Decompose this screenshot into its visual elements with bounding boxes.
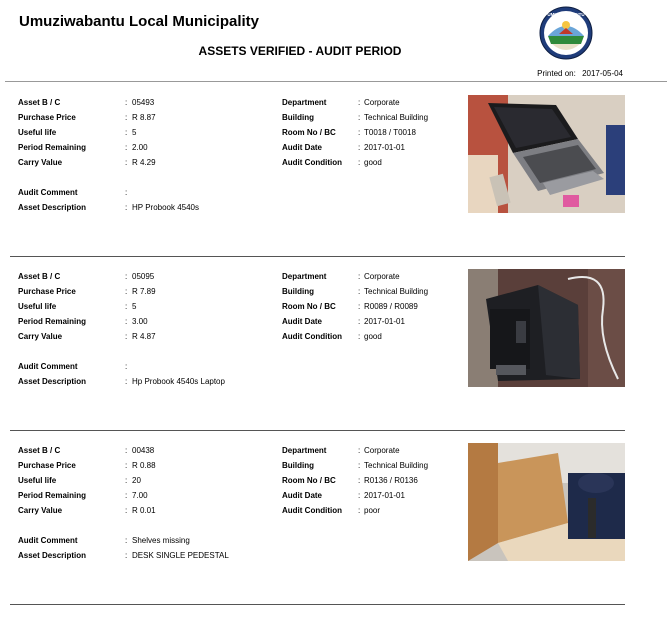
asset-description-label: Asset Description (18, 377, 87, 386)
department-label: Department (282, 446, 327, 455)
useful-life-label: Useful life (18, 302, 57, 311)
record-divider (10, 256, 625, 257)
audit-date-label: Audit Date (282, 491, 322, 500)
report-title: ASSETS VERIFIED - AUDIT PERIOD (198, 44, 402, 58)
useful-life-value: 5 (132, 128, 137, 137)
audit-condition-value: good (364, 332, 382, 341)
audit-condition-label: Audit Condition (282, 506, 342, 515)
purchase-price-value: R 7.89 (132, 287, 156, 296)
department-value: Corporate (364, 98, 400, 107)
asset-photo-laptop (468, 95, 625, 213)
audit-comment-label: Audit Comment (18, 536, 78, 545)
audit-date-label: Audit Date (282, 317, 322, 326)
record-divider (10, 430, 625, 431)
audit-date-value: 2017-01-01 (364, 143, 405, 152)
room-bc-label: Room No / BC (282, 128, 336, 137)
audit-date-value: 2017-01-01 (364, 317, 405, 326)
header-divider (5, 81, 667, 82)
period-remaining-label: Period Remaining (18, 317, 87, 326)
audit-comment-label: Audit Comment (18, 362, 78, 371)
purchase-price-value: R 8.87 (132, 113, 156, 122)
department-value: Corporate (364, 272, 400, 281)
printed-label: Printed on: (537, 69, 576, 78)
carry-value-value: R 4.29 (132, 158, 156, 167)
useful-life-value: 20 (132, 476, 141, 485)
department-label: Department (282, 272, 327, 281)
asset-photo-desk (468, 443, 625, 561)
period-remaining-value: 7.00 (132, 491, 148, 500)
municipality-logo-icon (539, 6, 593, 60)
carry-value-label: Carry Value (18, 506, 63, 515)
printed-value: 2017-05-04 (582, 69, 623, 78)
svg-text:UMUZIWABANTU: UMUZIWABANTU (547, 12, 585, 17)
asset-record: Asset B / C : 05493 Department : Corporate Purchase Price : R 8.87 Building : Technical Building Useful life : 5 Room No / BC : T0018 / T0018 Period Remaining : 2.00 Audit Date : 2017-01-01 Carry Value : R 4.29 Audit Condition : good Audit Comment : Asset Description : HP Probook 4540s (0, 95, 671, 269)
carry-value-value: R 0.01 (132, 506, 156, 515)
room-bc-label: Room No / BC (282, 476, 336, 485)
carry-value-label: Carry Value (18, 158, 63, 167)
department-label: Department (282, 98, 327, 107)
purchase-price-label: Purchase Price (18, 287, 76, 296)
useful-life-label: Useful life (18, 476, 57, 485)
audit-date-label: Audit Date (282, 143, 322, 152)
purchase-price-value: R 0.88 (132, 461, 156, 470)
asset-bc-label: Asset B / C (18, 446, 61, 455)
audit-condition-label: Audit Condition (282, 332, 342, 341)
asset-bc-value: 05095 (132, 272, 155, 281)
asset-record: Asset B / C : 05095 Department : Corporate Purchase Price : R 7.89 Building : Technical Building Useful life : 5 Room No / BC : R0089 / R0089 Period Remaining : 3.00 Audit Date : 2017-01-01 Carry Value : R 4.87 Audit Condition : good Audit Comment : Asset Description : Hp Probook 4540s Laptop (0, 269, 671, 443)
period-remaining-value: 3.00 (132, 317, 148, 326)
asset-bc-value: 05493 (132, 98, 155, 107)
asset-bc-label: Asset B / C (18, 98, 61, 107)
useful-life-label: Useful life (18, 128, 57, 137)
purchase-price-label: Purchase Price (18, 113, 76, 122)
asset-record: Asset B / C : 00438 Department : Corporate Purchase Price : R 0.88 Building : Technical Building Useful life : 20 Room No / BC : R0136 / R0136 Period Remaining : 7.00 Audit Date : 2017-01-01 Carry Value : R 0.01 Audit Condition : poor Audit Comment : Shelves missing Asset Description : DESK SINGLE PEDESTAL (0, 443, 671, 617)
department-value: Corporate (364, 446, 400, 455)
purchase-price-label: Purchase Price (18, 461, 76, 470)
record-divider (10, 604, 625, 605)
audit-condition-label: Audit Condition (282, 158, 342, 167)
period-remaining-value: 2.00 (132, 143, 148, 152)
audit-date-value: 2017-01-01 (364, 491, 405, 500)
building-label: Building (282, 287, 314, 296)
asset-photo-printer (468, 269, 625, 387)
asset-bc-label: Asset B / C (18, 272, 61, 281)
asset-description-label: Asset Description (18, 551, 87, 560)
carry-value-label: Carry Value (18, 332, 63, 341)
building-value: Technical Building (364, 287, 429, 296)
audit-condition-value: poor (364, 506, 381, 515)
carry-value-value: R 4.87 (132, 332, 156, 341)
asset-bc-value: 00438 (132, 446, 155, 455)
audit-condition-value: good (364, 158, 382, 167)
room-bc-label: Room No / BC (282, 302, 336, 311)
room-bc-value: R0089 / R0089 (364, 302, 418, 311)
asset-description-label: Asset Description (18, 203, 87, 212)
audit-comment-value: Shelves missing (132, 536, 190, 545)
organization-title: Umuziwabantu Local Municipality (19, 13, 260, 30)
period-remaining-label: Period Remaining (18, 143, 87, 152)
asset-description-value: DESK SINGLE PEDESTAL (132, 551, 229, 560)
useful-life-value: 5 (132, 302, 137, 311)
asset-description-value: HP Probook 4540s (132, 203, 200, 212)
room-bc-value: T0018 / T0018 (364, 128, 416, 137)
room-bc-value: R0136 / R0136 (364, 476, 418, 485)
period-remaining-label: Period Remaining (18, 491, 87, 500)
audit-comment-label: Audit Comment (18, 188, 78, 197)
building-label: Building (282, 113, 314, 122)
building-value: Technical Building (364, 113, 429, 122)
asset-description-value: Hp Probook 4540s Laptop (132, 377, 225, 386)
building-label: Building (282, 461, 314, 470)
printed-date (480, 69, 623, 78)
building-value: Technical Building (364, 461, 429, 470)
